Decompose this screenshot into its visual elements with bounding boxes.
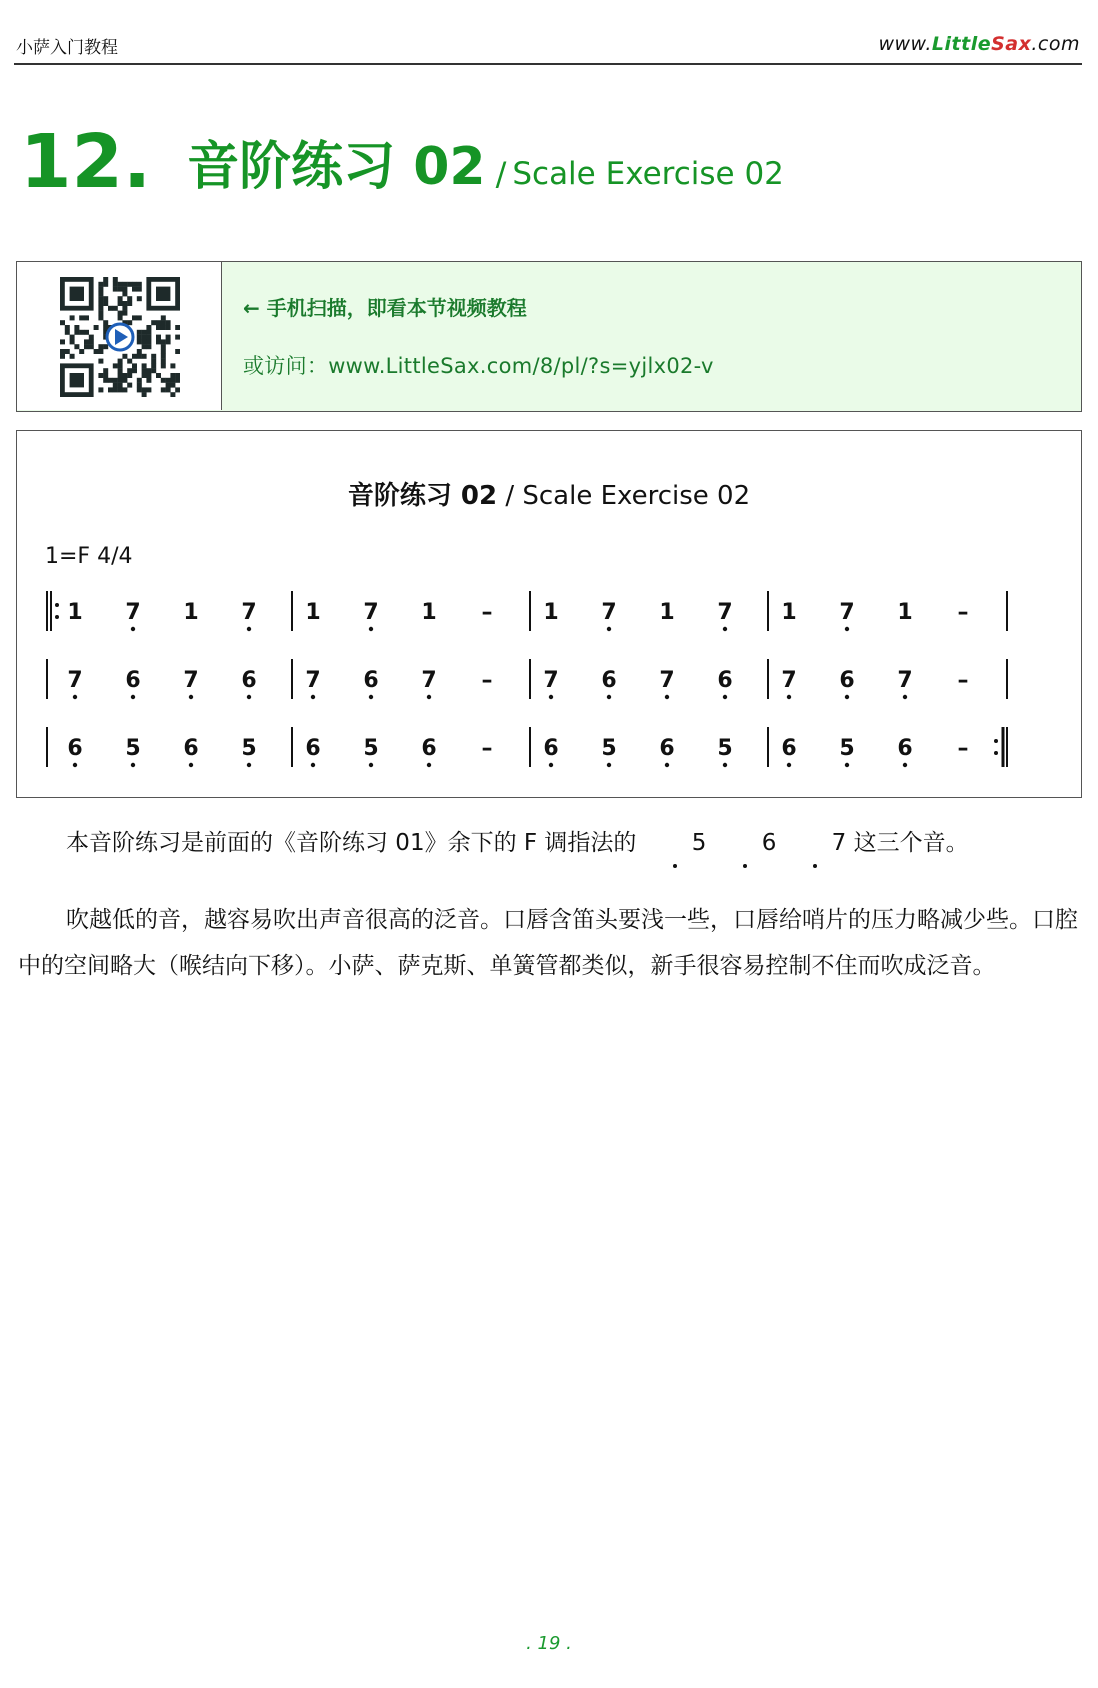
video-url-link[interactable]: 或访问：www.LittleSax.com/8/pl/?s=yjlx02-v	[243, 354, 714, 378]
score-title-separator: /	[505, 481, 515, 511]
repeat-start-dot	[55, 603, 59, 607]
note-7: 7	[183, 668, 199, 693]
note-6: 6	[305, 736, 321, 761]
site-little: Little	[931, 33, 992, 55]
sustain-dash: –	[957, 600, 969, 625]
low-octave-dot	[247, 695, 251, 699]
note-6: 6	[543, 736, 559, 761]
low-octave-dot	[189, 763, 193, 767]
score-panel	[16, 430, 1082, 798]
low-octave-dot	[903, 695, 907, 699]
scan-instruction: ← 手机扫描，即看本节视频教程	[243, 296, 527, 320]
note-1: 1	[897, 600, 913, 625]
note-6: 6	[125, 668, 141, 693]
low-octave-dot	[247, 627, 251, 631]
note-1: 1	[659, 600, 675, 625]
video-tutorial-panel	[16, 261, 1082, 412]
key-signature: 1=F 4/4	[45, 544, 133, 569]
low-octave-dot	[73, 763, 77, 767]
low-octave-dot	[131, 695, 135, 699]
low-octave-dot	[665, 763, 669, 767]
low-octave-dot	[845, 695, 849, 699]
low-octave-dot	[369, 627, 373, 631]
note-1: 1	[305, 600, 321, 625]
note-1: 1	[781, 600, 797, 625]
note-1: 1	[183, 600, 199, 625]
note-7: 7	[363, 600, 379, 625]
low-octave-dot	[845, 627, 849, 631]
note-5: 5	[601, 736, 617, 761]
low-octave-dot	[787, 763, 791, 767]
note-6: 6	[67, 736, 83, 761]
note-6: 6	[839, 668, 855, 693]
note-5: 5	[241, 736, 257, 761]
low-octave-dot	[665, 695, 669, 699]
header-site-url[interactable]	[878, 33, 1080, 55]
sustain-dash: –	[481, 600, 493, 625]
page-title	[20, 112, 784, 205]
note-7: 7	[125, 600, 141, 625]
low-octave-dot	[131, 627, 135, 631]
low-octave-dot	[723, 695, 727, 699]
note-1: 1	[67, 600, 83, 625]
page-number: . 19 .	[526, 1633, 572, 1654]
score-title-en: Scale Exercise 02	[522, 481, 751, 511]
score-title-cn: 音阶练习 02	[347, 481, 498, 511]
title-separator: /	[495, 155, 507, 193]
repeat-end-dot	[994, 739, 998, 743]
sustain-dash: –	[957, 736, 969, 761]
low-octave-dot	[73, 695, 77, 699]
note-7: 7	[421, 668, 437, 693]
low-octave-dot	[607, 763, 611, 767]
low-octave-dot	[787, 695, 791, 699]
low-octave-dot	[369, 695, 373, 699]
header-divider	[14, 63, 1082, 65]
note-7: 7	[839, 600, 855, 625]
note-6: 6	[241, 668, 257, 693]
paragraph-overtone-tips: 吹越低的音，越容易吹出声音很高的泛音。口唇含笛头要浅一些，口唇给哨片的压力略减少些。口腔中的空间略大（喉结向下移）。小萨、萨克斯、单簧管都类似，新手很容易控制不住而吹成泛音。	[18, 907, 1078, 979]
jianpu-notation	[17, 431, 1083, 799]
low-octave-dot	[189, 695, 193, 699]
note-6: 6	[659, 736, 675, 761]
sustain-dash: –	[481, 736, 493, 761]
note-5: 5	[363, 736, 379, 761]
inline-note-7: 7	[784, 820, 847, 866]
note-6: 6	[897, 736, 913, 761]
note-6: 6	[781, 736, 797, 761]
inline-note-6: 6	[714, 820, 777, 866]
low-octave-dot	[369, 763, 373, 767]
note-1: 1	[543, 600, 559, 625]
note-7: 7	[241, 600, 257, 625]
note-6: 6	[717, 668, 733, 693]
low-octave-dot	[427, 695, 431, 699]
low-octave-dot	[607, 695, 611, 699]
chapter-title-cn: 音阶练习 02	[187, 137, 486, 197]
note-5: 5	[839, 736, 855, 761]
qr-cell	[17, 262, 222, 410]
low-octave-dot	[549, 763, 553, 767]
site-suffix: .com	[1031, 33, 1080, 55]
note-6: 6	[421, 736, 437, 761]
chapter-title-en: Scale Exercise 02	[512, 156, 784, 192]
note-6: 6	[363, 668, 379, 693]
repeat-start-dot	[55, 615, 59, 619]
low-octave-dot	[247, 763, 251, 767]
low-octave-dot	[549, 695, 553, 699]
note-5: 5	[125, 736, 141, 761]
note-7: 7	[659, 668, 675, 693]
low-octave-dot	[311, 763, 315, 767]
low-octave-dot	[723, 763, 727, 767]
note-6: 6	[601, 668, 617, 693]
low-octave-dot	[723, 627, 727, 631]
low-octave-dot	[131, 763, 135, 767]
sustain-dash: –	[481, 668, 493, 693]
low-octave-dot	[903, 763, 907, 767]
note-7: 7	[543, 668, 559, 693]
chapter-number: 12.	[20, 119, 152, 205]
low-octave-dot	[845, 763, 849, 767]
note-7: 7	[601, 600, 617, 625]
note-7: 7	[717, 600, 733, 625]
note-7: 7	[781, 668, 797, 693]
intro-text-after: 这三个音。	[846, 830, 969, 856]
intro-text-before: 本音阶练习是前面的《音阶练习 01》余下的 F 调指法的	[66, 830, 644, 856]
paragraph-intro	[18, 820, 1086, 866]
note-6: 6	[183, 736, 199, 761]
note-7: 7	[305, 668, 321, 693]
note-5: 5	[717, 736, 733, 761]
site-sax: Sax	[991, 33, 1032, 55]
site-prefix: www.	[878, 33, 932, 55]
qr-code-icon[interactable]	[60, 277, 180, 397]
note-7: 7	[67, 668, 83, 693]
low-octave-dot	[311, 695, 315, 699]
low-octave-dot	[427, 763, 431, 767]
repeat-end-dot	[994, 751, 998, 755]
inline-note-5: 5	[644, 820, 707, 866]
low-octave-dot	[607, 627, 611, 631]
header-book-title: 小萨入门教程	[16, 38, 118, 58]
sustain-dash: –	[957, 668, 969, 693]
note-1: 1	[421, 600, 437, 625]
note-7: 7	[897, 668, 913, 693]
